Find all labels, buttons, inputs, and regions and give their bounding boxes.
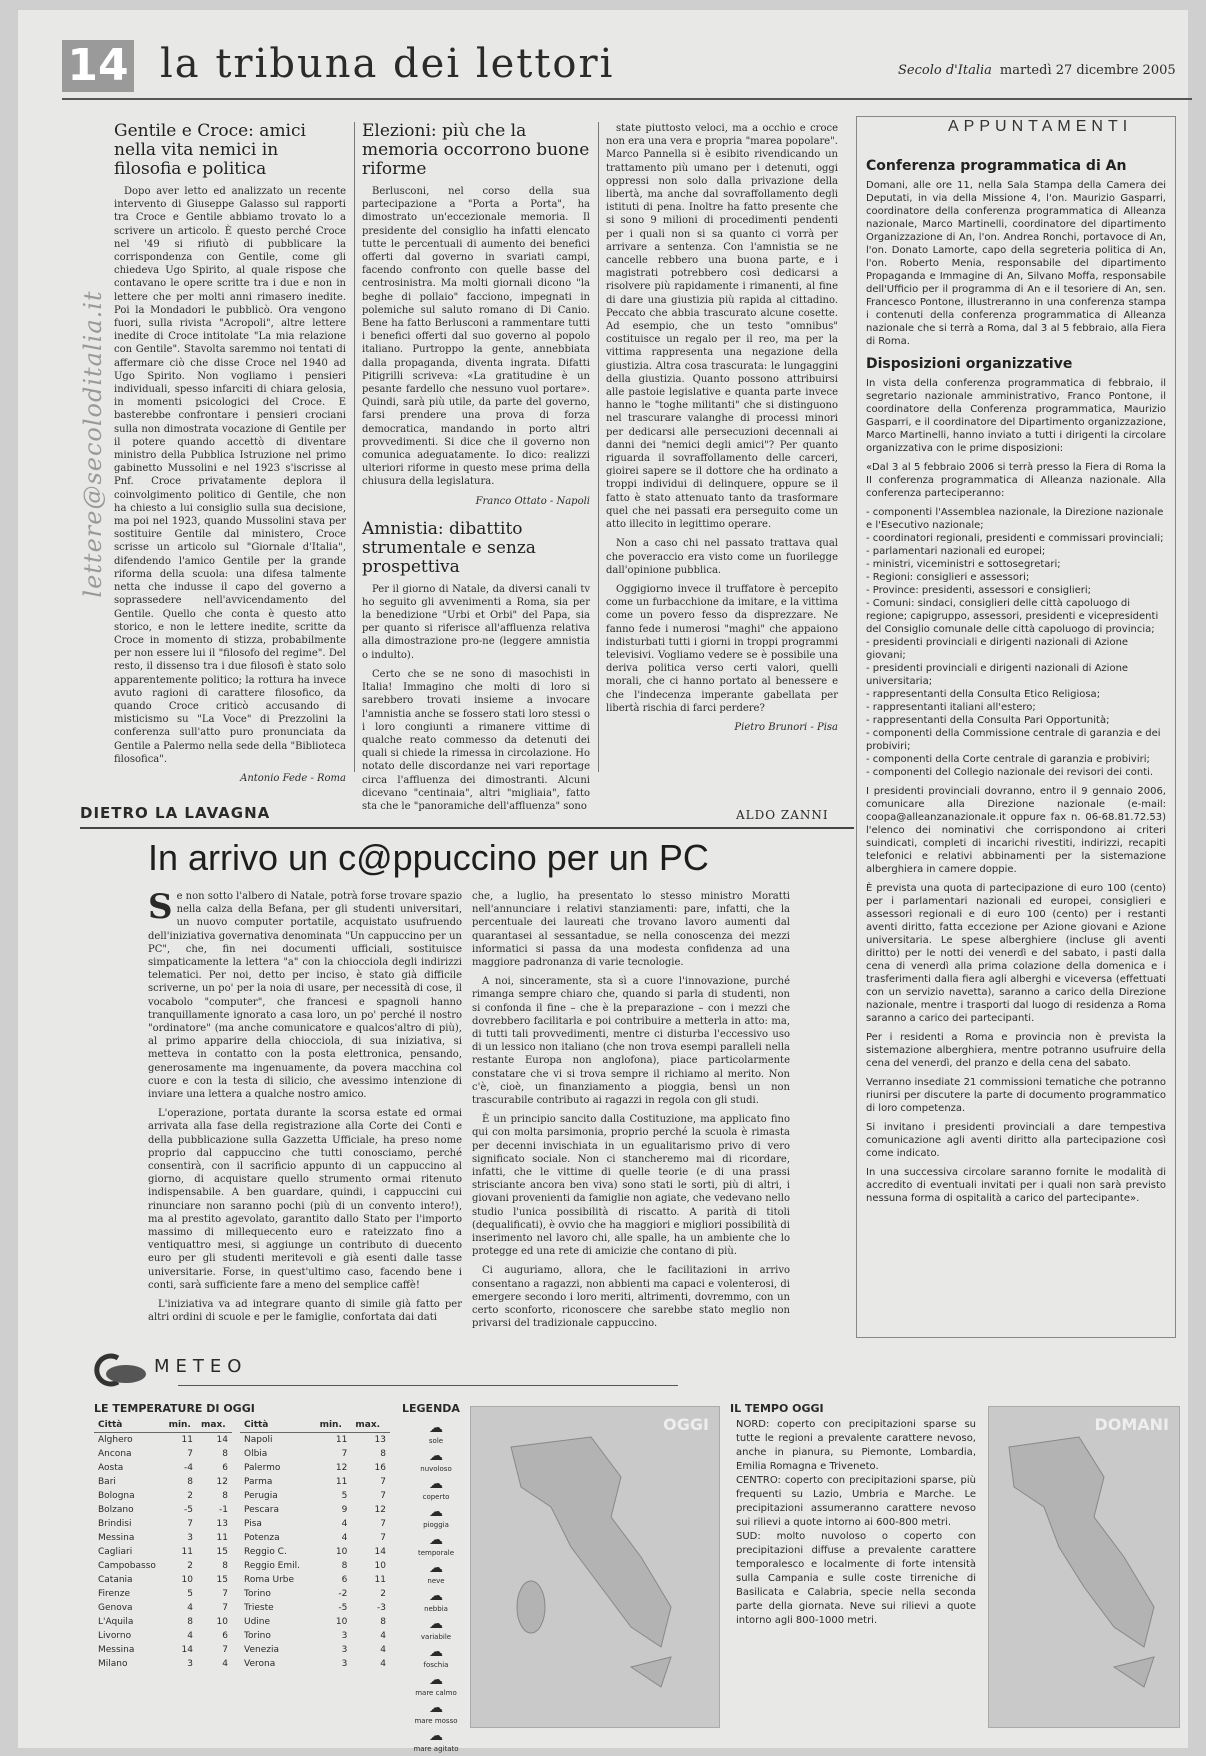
article-headline: In arrivo un c@ppuccino per un PC	[148, 837, 709, 878]
rubric-rule	[80, 827, 854, 829]
table-row	[94, 1573, 232, 1587]
cell-min: -4	[184, 1463, 193, 1473]
article-text: e non sotto l'albero di Natale, potrà forse trovare spazio nella calza della Befana, per gli studenti universitari, un nuovo computer portatile, acquistato usufruendo dell'iniziativa governativa denominata "Un cappuccino per un PC", che, fin nei documenti ufficiali, sostituisce simpaticamente la lettera "a" con la chiocciola degli indirizzi telematici. Per noi, detto per inciso, è stato già difficile scriverne, un po' per la noia di usare, per necessità di cose, il vocabolo "computer", che francesi e spagnoli hanno tranquillamente ignorato a casa loro, un po' perché il nostro "ordinatore" (ma anche comunicatore e qualcos'altro di più), al primo apparire della chiocciola, di sua iniziativa, si metteva in contatto con la posta elettronica, pensando, generosamente ma ingenuamente, da povera macchina col cuore e con la testa di silicio, che avessimo intenzione di inviare una lettera a qualche nostro amico.	[148, 891, 462, 1101]
cell-min: 9	[341, 1505, 348, 1515]
col-city: Città	[240, 1418, 316, 1433]
cell-max: -1	[219, 1505, 228, 1515]
cell-city: Firenze	[98, 1589, 131, 1599]
article-paragraph: che, a luglio, ha presentato lo stesso ministro Moratti nell'annunciare i relativi stanziamenti: pare, infatti, che la percentuale dei laureati che trovano lavoro aumenti dal quarantasei al sessantadue, se nella conoscenza dei mezzi informatici si passa da una modesta confidenza ad una maggiore padronanza di varie tecnologie.	[472, 891, 790, 969]
legend-item	[406, 1700, 466, 1728]
cell-min: 2	[187, 1491, 193, 1501]
cell-city: Olbia	[244, 1449, 268, 1459]
cloud-icon: ☁	[429, 1672, 443, 1688]
legend-item	[406, 1588, 466, 1616]
cell-min: 11	[181, 1547, 193, 1557]
cell-city: Livorno	[98, 1631, 132, 1641]
article-paragraph: L'operazione, portata durante la scorsa estate ed ormai arrivata alla fase della registrazione alla Corte dei Conti e della pubblicazione sulla Gazzetta Ufficiale, ha preso nome proprio dal cappuccino che tutti conosciamo, perché consentirà, con il sacrificio appunto di un cappuccino al giorno, di acquistare quello strumento ormai ritenuto indispensabile. A ben guardare, quindi, i cappuccini cui rinunciare non saranno pochi (più di un convento intero!), ma al prestito agevolato, garantito dallo Stato per l'importo massimo di millequecento euro e rateizzato fino a ventiquattro mesi, si aggiunge un contributo di duecento euro per gli studenti meritevoli e già esenti dalle tasse universitarie. Forse, in quest'ultimo caso, facendo bene i conti, sarà sufficiente fare a meno del semplice caffè!	[148, 1108, 462, 1291]
legend-item	[406, 1672, 466, 1700]
letter-signature: Pietro Brunori - Pisa	[734, 721, 838, 733]
cell-min: 3	[341, 1645, 348, 1655]
cell-min: 12	[335, 1463, 348, 1473]
cell-min: 4	[187, 1631, 193, 1641]
weather-legend	[406, 1420, 466, 1756]
forecast-text	[736, 1418, 976, 1628]
cell-city: Trieste	[244, 1603, 274, 1613]
col-max: max.	[351, 1418, 390, 1433]
article-paragraph: Ci auguriamo, allora, che le facilitazioni in arrivo consentano a ragazzi, non abbienti ma capaci e volenterosi, di emergere secondo i loro meriti, altrimenti, dovremmo, con un certo sconforto, riconoscere che sarebbe stato meglio non privarsi del tradizionale cappuccino.	[472, 1265, 790, 1330]
section-title: la tribuna dei lettori	[160, 41, 615, 87]
article-column-2	[472, 890, 790, 1340]
table-row	[94, 1559, 232, 1573]
cell-max: 4	[222, 1659, 228, 1669]
cell-min: 4	[187, 1603, 193, 1613]
cloud-icon: ☁	[429, 1588, 443, 1604]
list-item: - Comuni: sindaci, consiglieri delle città capoluogo di regione; capigruppo, assessori, presidenti e vicepresidenti del Consiglio comunale delle città capoluogo di provincia;	[866, 598, 1159, 635]
appointment-paragraph: Per i residenti a Roma e provincia non è prevista la sistemazione alberghiera, mentre potranno usufruire della cena del venerdì, del pranzo e della cena del sabato.	[866, 1032, 1166, 1069]
table-row	[240, 1475, 390, 1489]
cell-city: Venezia	[244, 1645, 279, 1655]
list-item: - componenti della Commissione centrale di garanzia e dei probiviri;	[866, 728, 1161, 752]
cell-max: 8	[222, 1491, 228, 1501]
table-row	[240, 1489, 390, 1503]
cloud-icon: ☁	[429, 1504, 443, 1520]
cell-max: 2	[380, 1589, 386, 1599]
cell-city: Ancona	[98, 1449, 132, 1459]
participants-list	[866, 506, 1166, 779]
legend-label: nuvoloso	[420, 1465, 452, 1473]
cell-min: 3	[341, 1659, 348, 1669]
table-row	[94, 1531, 232, 1545]
cell-min: -5	[184, 1505, 193, 1515]
legend-item	[406, 1644, 466, 1672]
legend-item	[406, 1448, 466, 1476]
appointment-paragraph: Si invitano i presidenti provinciali a dare tempestiva comunicazione agli aventi diritto alla partecipazione così come indicato.	[866, 1122, 1166, 1159]
legend-item	[406, 1420, 466, 1448]
cell-city: Torino	[244, 1631, 271, 1641]
letter-signature: Franco Ottato - Napoli	[475, 495, 590, 507]
cell-city: Pisa	[244, 1519, 262, 1529]
cell-min: 10	[335, 1617, 348, 1627]
cell-min: 5	[187, 1589, 193, 1599]
sidebar-email-text: lettere@secoloditalia.it	[79, 290, 107, 598]
cell-max: 7	[222, 1603, 228, 1613]
cell-max: 13	[374, 1435, 386, 1445]
appointment-paragraph: In una successiva circolare saranno fornite le modalità di accredito di eventuali invitati per i quali non sarà previsto nessuna forma di ospitalità a carico del partecipante».	[866, 1167, 1166, 1204]
issue-date: martedì 27 dicembre 2005	[999, 63, 1176, 78]
legend-label: mare calmo	[415, 1689, 457, 1697]
cell-max: -3	[377, 1603, 386, 1613]
letter-column-1	[114, 122, 346, 782]
legend-label: pioggia	[423, 1521, 449, 1529]
letter-paragraph: state piuttosto veloci, ma a occhio e croce non era una vera e propria "marea popolare". Marco Pannella si è esibito rivendicando un trattamento più umano per i detenuti, oggi oppressi non solo dalla privazione della libertà, ma anche dal sovraffollamento degli istituti di pena. Inoltre ha fatto presente che si sono 9 milioni di procedimenti pendenti per i quali non si sa quanto ci vorrà per arrivare a sentenza. Con l'amnistia se ne cancelle rebbero una buona parte, e i magistrati potrebbero così dedicarsi a risolvere più rapidamente i rimanenti, al fine di dare una giustizia più rapida al cittadino. Peccato che abbia trascurato alcune cosette. Ad esempio, che un testo "omnibus" costituisce un regalo per il reo, ma per la vittima rappresenta una negazione della giustizia. Altra cosa trascurata: le lungaggini della giustizia. Quanto possono attribuirsi alle pastoie legislative e quanta parte invece hanno le "toghe militanti" che si distinguono nel trascurare valanghe di processi minori per dedicarsi alle persecuzioni decennali ai danni dei "nemici degli amici"? Per quanto riguarda il sovraffollamento delle carceri, gioirei sapere se il dottore che ha ordinato a troppi individui di delinquere, oppure se il fatto è stato attenuato tanto da trasformare quel che nei passati era perseguito come un atto illecito in legittimo operare.	[606, 123, 838, 531]
cell-city: Bolzano	[98, 1505, 134, 1515]
cell-min: 3	[187, 1659, 193, 1669]
col-city: Città	[94, 1418, 165, 1433]
temperature-table-left	[94, 1418, 232, 1671]
cell-max: 8	[222, 1561, 228, 1571]
cell-max: 7	[380, 1477, 386, 1487]
appointment-paragraph: In vista della conferenza programmatica di febbraio, il segretario nazionale amministrativo, Franco Pontone, il coordinatore della Conferenza programmatica, Maurizio Gasparri, e il coordinatore del Dipartimento organizzazione, Marco Martinelli, hanno inviato a tutti i dirigenti la circolare organizzativa con le prime disposizioni:	[866, 378, 1166, 454]
cell-city: Udine	[244, 1617, 271, 1627]
list-item: - presidenti provinciali e dirigenti nazionali di Azione universitaria;	[866, 663, 1129, 687]
table-row	[94, 1461, 232, 1475]
cell-min: 14	[181, 1645, 193, 1655]
cell-city: Palermo	[244, 1463, 281, 1473]
column-divider	[598, 122, 599, 772]
cloud-icon: ☁	[429, 1560, 443, 1576]
list-item: - rappresentanti italiani all'estero;	[866, 702, 1036, 713]
legend-item	[406, 1476, 466, 1504]
table-row	[240, 1657, 390, 1671]
cell-min: 6	[341, 1575, 348, 1585]
cell-min: -5	[338, 1603, 348, 1613]
table-row	[94, 1643, 232, 1657]
cell-city: Potenza	[244, 1533, 280, 1543]
letter-title: Gentile e Croce: amici nella vita nemici in filosofia e politica	[114, 121, 306, 179]
cell-city: Verona	[244, 1659, 276, 1669]
cell-min: 2	[187, 1561, 193, 1571]
forecast-south: SUD: molto nuvoloso o coperto con precipitazioni diffuse a prevalente carattere temporalesco e localmente di forte intensità sulla Campania e sulle coste tirreniche di Basilicata e Calabria, specie nella seconda parte della giornata. Neve sui rilievi a quote intorno agli 800-1000 metri.	[736, 1531, 976, 1626]
table-row	[240, 1629, 390, 1643]
table-row	[240, 1461, 390, 1475]
legend-title: LEGENDA	[402, 1402, 460, 1415]
italy-map-icon	[989, 1407, 1179, 1727]
col-min: min.	[316, 1418, 352, 1433]
table-row	[240, 1447, 390, 1461]
legend-item	[406, 1616, 466, 1644]
cell-city: Messina	[98, 1533, 135, 1543]
table-row	[240, 1545, 390, 1559]
cloud-icon: ☁	[429, 1616, 443, 1632]
cell-city: Perugia	[244, 1491, 278, 1501]
map-label-tomorrow: DOMANI	[1094, 1415, 1169, 1434]
cell-max: 7	[380, 1491, 386, 1501]
cell-max: 7	[380, 1533, 386, 1543]
table-row	[94, 1433, 232, 1448]
cell-min: 11	[335, 1435, 348, 1445]
header-rule	[62, 98, 1192, 100]
cell-min: 7	[187, 1519, 193, 1529]
letter-signature: Antonio Fede - Roma	[240, 772, 346, 784]
letter-column-3	[606, 122, 838, 782]
col-max: max.	[197, 1418, 232, 1433]
cell-max: 15	[216, 1547, 228, 1557]
cell-max: 4	[380, 1645, 386, 1655]
cell-city: Catania	[98, 1575, 133, 1585]
temperatures-title: LE TEMPERATURE DI OGGI	[94, 1402, 255, 1415]
weather-map-tomorrow	[988, 1406, 1180, 1728]
meteo-logo	[88, 1352, 258, 1388]
meteo-title: METEO	[154, 1356, 248, 1377]
cell-city: Napoli	[244, 1435, 273, 1445]
cell-max: 16	[374, 1463, 386, 1473]
appointment-paragraph: I presidenti provinciali dovranno, entro il 9 gennaio 2006, comunicare alla Direzione nazionale (e-mail: coopa@alleanzanazionale.it oppure fax n. 06-68.81.72.53) l'elenco dei nominativi che corrispondono ai criteri suindicati, completi di incarichi rivestiti, indirizzi, recapiti telefonici e relativi abbinamenti per la sistemazione alberghiera in camere doppie.	[866, 786, 1166, 875]
legend-item	[406, 1532, 466, 1560]
cell-city: Roma Urbe	[244, 1575, 295, 1585]
table-row	[94, 1517, 232, 1531]
appointment-paragraph: È prevista una quota di partecipazione di euro 100 (cento) per i parlamentari nazionali ed europei, consiglieri e assessori regionali e di euro 100 (cento) per i restanti aventi diritto, fatta eccezione per Azione giovani e Azione universitaria. Le spese alberghiere (incluse gli aventi diritto) per le notti dei venerdì e del sabato, i pasti dalla cena di venerdì alla prima colazione della domenica e i trasferimenti dalla fiera agli alberghi e viceversa (effettuati con un servizio navetta), saranno a carico della Direzione nazionale, mentre i trasporti dal luogo di residenza a Roma saranno a carico dei partecipanti.	[866, 883, 1166, 1024]
letter-paragraph: Certo che se ne sono di masochisti in Italia! Immagino che molti di loro si sarebbero trovati insieme a invocare l'amnistia anche se fossero stati loro stessi o i loro congiunti a rimanere vittime di qualche reato commesso da detenuti dei quali si chiede la rimessa in circolazione. Ho notato delle discordanze nei vari reportage circa l'affluenza dei dimostranti. Alcuni dicevano "centinaia", altri "migliaia", fatto sta che le "panoramiche dell'affluenza" sono	[362, 668, 590, 812]
cell-city: Genova	[98, 1603, 133, 1613]
letter-paragraph: Oggigiorno invece il truffatore è percepito come un furbacchione da imitare, e la vittima come un povero fesso da disprezzare. Ne fanno fede i numerosi "maghi" che appaiono indisturbati tutti i giorni in troppi programmi televisivi. Vogliamo vedere se è possibile una deriva politica verso certi valori, quelli morali, che ci hanno portato al benessere e che l'indecenza imperante gabellata per libertà rischia di farci perdere?	[606, 583, 838, 714]
appointments-content	[866, 150, 1166, 1330]
cell-max: 11	[216, 1533, 228, 1543]
article-rubric: DIETRO LA LAVAGNA	[80, 804, 271, 822]
cell-max: 6	[222, 1463, 228, 1473]
table-row	[240, 1517, 390, 1531]
article-column-1	[148, 887, 462, 1340]
cell-city: Pescara	[244, 1505, 280, 1515]
page-number: 14	[62, 40, 134, 92]
cell-city: Cagliari	[98, 1547, 133, 1557]
cell-max: 6	[222, 1631, 228, 1641]
cloud-icon: ☁	[429, 1728, 443, 1744]
legend-item	[406, 1560, 466, 1588]
cloud-icon: ☁	[429, 1532, 443, 1548]
cell-min: 10	[181, 1575, 193, 1585]
appointment-title: Disposizioni organizzative	[866, 356, 1073, 372]
table-row	[240, 1643, 390, 1657]
table-row	[94, 1545, 232, 1559]
cell-max: 11	[374, 1575, 386, 1585]
list-item: - presidenti provinciali e dirigenti nazionali di Azione giovani;	[866, 637, 1129, 661]
map-label-today: OGGI	[663, 1415, 709, 1434]
drop-cap: S	[148, 887, 173, 927]
cell-max: 7	[380, 1519, 386, 1529]
appointment-paragraph: Domani, alle ore 11, nella Sala Stampa della Camera dei Deputati, in via della Missione 4, l'on. Maurizio Gasparri, coordinatore della conferenza programmatica di Alleanza nazionale, Marco Martinelli, coordinatore del dipartimento Organizzazione di An, l'on. Andrea Ronchi, portavoce di An, l'on. Donato Lamorte, capo della segreteria politica di An, l'on. Roberto Menia, responsabile del dipartimento Propaganda e Immagine di An, Silvano Moffa, responsabile dell'Ufficio per il programma di An e il tesoriere di An, sen. Francesco Pontone, illustreranno in una conferenza stampa i contenuti della conferenza programmatica di Alleanza nazionale che si terrà a Roma, dal 3 al 5 febbraio, alla Fiera di Roma.	[866, 180, 1166, 347]
cell-max: 7	[222, 1589, 228, 1599]
cell-min: 8	[187, 1477, 193, 1487]
forecast-center: CENTRO: coperto con precipitazioni sparse, più frequenti su Lazio, Umbria e Marche. Le precipitazioni assumeranno carattere nevoso sui rilievi a quote intorno ai 600-800 metri.	[736, 1475, 976, 1528]
cell-min: 7	[341, 1449, 348, 1459]
newspaper-page	[18, 10, 1188, 1753]
table-row	[94, 1587, 232, 1601]
cell-max: 12	[216, 1477, 228, 1487]
legend-label: mare mosso	[414, 1717, 458, 1725]
cloud-icon: ☁	[429, 1420, 443, 1436]
letter-paragraph: Berlusconi, nel corso della sua partecipazione a "Porta a Porta", ha dimostrato un'eccezionale memoria. Il presidente del consiglio ha infatti elencato tutte le percentuali di aumento dei benefici offerti dal governo in svariati campi, facendo confronto con quelle basse del centrosinistra. Ma molti giornali dicono "la beghe di pollaio" facciono, impegnati in polemiche sul saluto romano di Di Canio. Bene ha fatto Berlusconi a rammentare tutti i benefici offerti dal suo governo al popolo italiano. Purtroppo la gente, annebbiata dalla propaganda, diventa ingrata. Difatti Pitigrilli scriveva: «La gratitudine è un pesante fardello che nessuno vuol portare». Quindi, sarà più utile, da parte del governo, farsi prendere una prova di forza democratica, mandando in porto altri provvedimenti. Si dice che il governo non comunica adeguatamente. Io dico: realizzi ulteriori riforme in questo mese prima della chiusura della legislatura.	[362, 186, 590, 488]
table-row	[240, 1559, 390, 1573]
cell-city: Aosta	[98, 1463, 124, 1473]
appointment-paragraph: Verranno insediate 21 commissioni tematiche che potranno riunirsi per discutere la parte di documento programmatico di loro competenza.	[866, 1077, 1166, 1114]
letter-column-2	[362, 121, 590, 812]
table-row	[94, 1601, 232, 1615]
cell-max: 14	[374, 1547, 386, 1557]
list-item: - rappresentanti della Consulta Etico Religiosa;	[866, 689, 1101, 700]
cell-min: 5	[341, 1491, 348, 1501]
legend-label: variabile	[420, 1633, 452, 1641]
list-item: - coordinatori regionali, presidenti e commissari provinciali;	[866, 533, 1164, 544]
cell-max: 4	[380, 1659, 386, 1669]
cell-city: Bari	[98, 1477, 116, 1487]
cloud-icon: ☁	[429, 1476, 443, 1492]
cell-city: Campobasso	[98, 1561, 156, 1571]
article-paragraph	[148, 887, 462, 1101]
cell-min: 3	[187, 1533, 193, 1543]
article-author: ALDO ZANNI	[736, 808, 829, 822]
appointment-title: Conferenza programmatica di An	[866, 158, 1127, 174]
cloud-icon: ☁	[429, 1700, 443, 1716]
article-paragraph: A noi, sinceramente, sta sì a cuore l'innovazione, purché rimanga sempre chiaro che, quando si parla di studenti, non si confonda il fine – che è la preparazione – con i mezzi che dovrebbero facilitarla e poi contribuire a metterla in atto: ma, di tutti tali provvedimenti, mentre ci disturba l'eccessivo uso di un lessico non italiano (che non trova esempi paralleli nella restante Europa non anglofona), piace particolarmente constatare che vi si trova sempre il richiamo al merito. Non c'è, cioè, un finanziamento a pioggia, bensì un non trascurabile contributo ai ragazzi in regola con gli studi.	[472, 976, 790, 1107]
cell-city: Parma	[244, 1477, 273, 1487]
legend-label: mare agitato	[413, 1745, 459, 1753]
table-row	[240, 1615, 390, 1629]
legend-label: coperto	[422, 1493, 450, 1501]
table-row	[94, 1475, 232, 1489]
table-row	[240, 1587, 390, 1601]
legend-label: neve	[427, 1577, 445, 1585]
table-row	[94, 1489, 232, 1503]
cell-city: Reggio Emil.	[244, 1561, 300, 1571]
cell-max: 8	[380, 1449, 386, 1459]
table-row	[94, 1657, 232, 1671]
cell-max: 12	[374, 1505, 386, 1515]
cell-min: 8	[187, 1617, 193, 1627]
cell-max: 10	[374, 1561, 386, 1571]
cell-max: 4	[380, 1631, 386, 1641]
table-row	[240, 1601, 390, 1615]
cell-city: L'Aquila	[98, 1617, 134, 1627]
letter-paragraph: Per il giorno di Natale, da diversi canali tv ho seguito gli avvenimenti a Roma, sia per la benedizione "Urbi et Orbi" del Papa, sia per quanto si riferisce all'affluenza relativa alla dimostrazione pro-ne (leggere amnistia o indulto).	[362, 583, 590, 661]
temperature-table-right	[240, 1418, 390, 1671]
column-divider	[354, 122, 355, 772]
cloud-icon: ☁	[429, 1448, 443, 1464]
cell-max: 14	[216, 1435, 228, 1445]
article-paragraph: È un principio sancito dalla Costituzione, ma applicato fino qui con molta parsimonia, proprio perché la scuola è rimasta per decenni invischiata in un egualitarismo privo di vero significato sociale. Non ci stancheremo mai di ricordare, infatti, che le vittime di quelle teorie (e di una prassi strisciante ancora ben viva) sono stati le sorti, più di altri, i giovani provenienti da famiglie non agiate, che vedevano nello studio l'unica possibilità di riscatto. A parità di titoli (dequalificati), è ovvio che ha maggiori e migliori possibilità di inserimento nel lavoro chi, alle spalle, ha un ambiente che lo protegge ed una rete di amicizie che contano di più.	[472, 1114, 790, 1258]
legend-label: foschia	[423, 1661, 449, 1669]
cell-max: 13	[216, 1519, 228, 1529]
cell-min: -2	[338, 1589, 348, 1599]
appointment-paragraph: «Dal 3 al 5 febbraio 2006 si terrà presso la Fiera di Roma la II conferenza programmatica di Alleanza nazionale. Alla conferenza parteciperanno:	[866, 462, 1166, 499]
list-item: - Province: presidenti, assessori e consiglieri;	[866, 585, 1092, 596]
cell-max: 7	[222, 1645, 228, 1655]
cell-min: 10	[335, 1547, 348, 1557]
cell-city: Messina	[98, 1645, 135, 1655]
cell-city: Bologna	[98, 1491, 135, 1501]
letter-paragraph: Dopo aver letto ed analizzato un recente intervento di Giuseppe Galasso sul rapporti tra Croce e Gentile abbiamo trovato lo a scrivere un articolo. È questo perché Croce nel '49 si rifiutò di pubblicare la corrispondenza con Gentile, come gli chiedeva Ugo Spirito, al quale rispose che contavano le opere scritte tra i due e non in lettere che per molti anni rimasero inedite. Poi la Mondadori le pubblicò. Ora vengono fuori, sulla rivista "Acropoli", altre lettere inedite di Croce intitolate "La mia relazione con Gentile". Stavolta saremmo noi tentati di affermare ciò che disse Croce nel 1940 ad Ugo Spirito. Non vogliamo i pensieri individuali, spesso infarciti di chiara gelosia, in momenti psicologici del Croce. E basterebbe confrontare i pensieri crociani sulla non dimostrata vocazione di Gentile per il potere quando accettò di diventare ministro della Pubblica Istruzione nel primo gabinetto Mussolini e nel 1923 s'iscrisse al Pnf. Croce privatamente deplora il coinvolgimento politico di Gentile, che non ha chiesto a lui consiglio sulla sua decisione, ma poi nel 1923, quando Mussolini stava per sostituire Gentile dal ministero, Croce scrisse un articolo sul "Giornale d'Italia", difendendo l'amico Gentile per la grande riforma della scuola: una difesa talmente netta che indusse il capo del governo a soprassedere nell'avvicendamento del Gentile. Quello che conta è questo atto storico, e non le lettere inedite, scritte da Croce in momento di stizza, probabilmente per non essere lui il "filosofo del regime". Del resto, il dissenso tra i due filosofi è stato solo apparentemente politico; la rottura ha invece avuto ragioni di carattere filosofico, da quando Croce criticò accusando di misticismo su "La Voce" di Prezzolini la conferenza sull'atto puro pronunciata da Gentile a Palermo nella sede della "Biblioteca filosofica".	[114, 186, 346, 765]
weather-map-today	[470, 1406, 720, 1728]
cell-min: 11	[335, 1477, 348, 1487]
cell-city: Alghero	[98, 1435, 133, 1445]
masthead-info	[898, 62, 1176, 80]
legend-item	[406, 1728, 466, 1756]
table-row	[240, 1531, 390, 1545]
legend-label: sole	[428, 1437, 444, 1445]
cloud-icon: ☁	[429, 1644, 443, 1660]
forecast-north: NORD: coperto con precipitazioni sparse su tutte le regioni a prevalente carattere nevoso, anche in pianura, su Piemonte, Lombardia, Emilia Romagna e Triveneto.	[736, 1419, 976, 1472]
cell-min: 3	[341, 1631, 348, 1641]
cell-max: 10	[216, 1617, 228, 1627]
table-row	[94, 1615, 232, 1629]
list-item: - componenti del Collegio nazionale dei revisori dei conti.	[866, 767, 1154, 778]
cell-city: Torino	[244, 1589, 271, 1599]
sidebar-email	[78, 130, 108, 780]
cell-min: 11	[181, 1435, 193, 1445]
table-row	[240, 1433, 390, 1448]
letter-title: Elezioni: più che la memoria occorrono buone riforme	[362, 121, 590, 179]
legend-label: temporale	[417, 1549, 454, 1557]
list-item: - ministri, viceministri e sottosegretari;	[866, 559, 1061, 570]
meteo-rule	[178, 1385, 678, 1386]
cell-city: Brindisi	[98, 1519, 132, 1529]
col-min: min.	[165, 1418, 197, 1433]
appointments-heading: APPUNTAMENTI	[948, 118, 1133, 135]
cell-min: 4	[341, 1533, 348, 1543]
list-item: - rappresentanti della Consulta Pari Opportunità;	[866, 715, 1110, 726]
legend-label: nebbia	[424, 1605, 448, 1613]
weather-icon	[88, 1352, 152, 1388]
table-row	[94, 1503, 232, 1517]
legend-item	[406, 1504, 466, 1532]
cell-max: 15	[216, 1575, 228, 1585]
table-row	[94, 1447, 232, 1461]
newspaper-name: Secolo d'Italia	[898, 63, 992, 78]
list-item: - componenti l'Assemblea nazionale, la Direzione nazionale e l'Esecutivo nazionale;	[866, 507, 1164, 531]
list-item: - componenti della Corte centrale di garanzia e probiviri;	[866, 754, 1150, 765]
letter-title: Amnistia: dibattito strumentale e senza prospettiva	[362, 518, 536, 577]
list-item: - parlamentari nazionali ed europei;	[866, 546, 1046, 557]
table-row	[240, 1573, 390, 1587]
table-row	[240, 1503, 390, 1517]
cell-min: 7	[187, 1449, 193, 1459]
letter-paragraph: Non a caso chi nel passato trattava qual che poveraccio era visto come un fuorilegge dall'opinione pubblica.	[606, 538, 838, 576]
list-item: - Regioni: consiglieri e assessori;	[866, 572, 1030, 583]
cell-min: 4	[341, 1519, 348, 1529]
forecast-title: IL TEMPO OGGI	[730, 1402, 824, 1415]
italy-map-icon	[471, 1407, 719, 1727]
cell-min: 8	[341, 1561, 348, 1571]
cell-city: Reggio C.	[244, 1547, 287, 1557]
cell-max: 8	[380, 1617, 386, 1627]
article-paragraph: L'iniziativa va ad integrare quanto di simile già fatto per altri ordini di scuole e per le famiglie, confortata dai dati	[148, 1299, 462, 1324]
table-row	[94, 1629, 232, 1643]
cell-max: 8	[222, 1449, 228, 1459]
cell-city: Milano	[98, 1659, 128, 1669]
